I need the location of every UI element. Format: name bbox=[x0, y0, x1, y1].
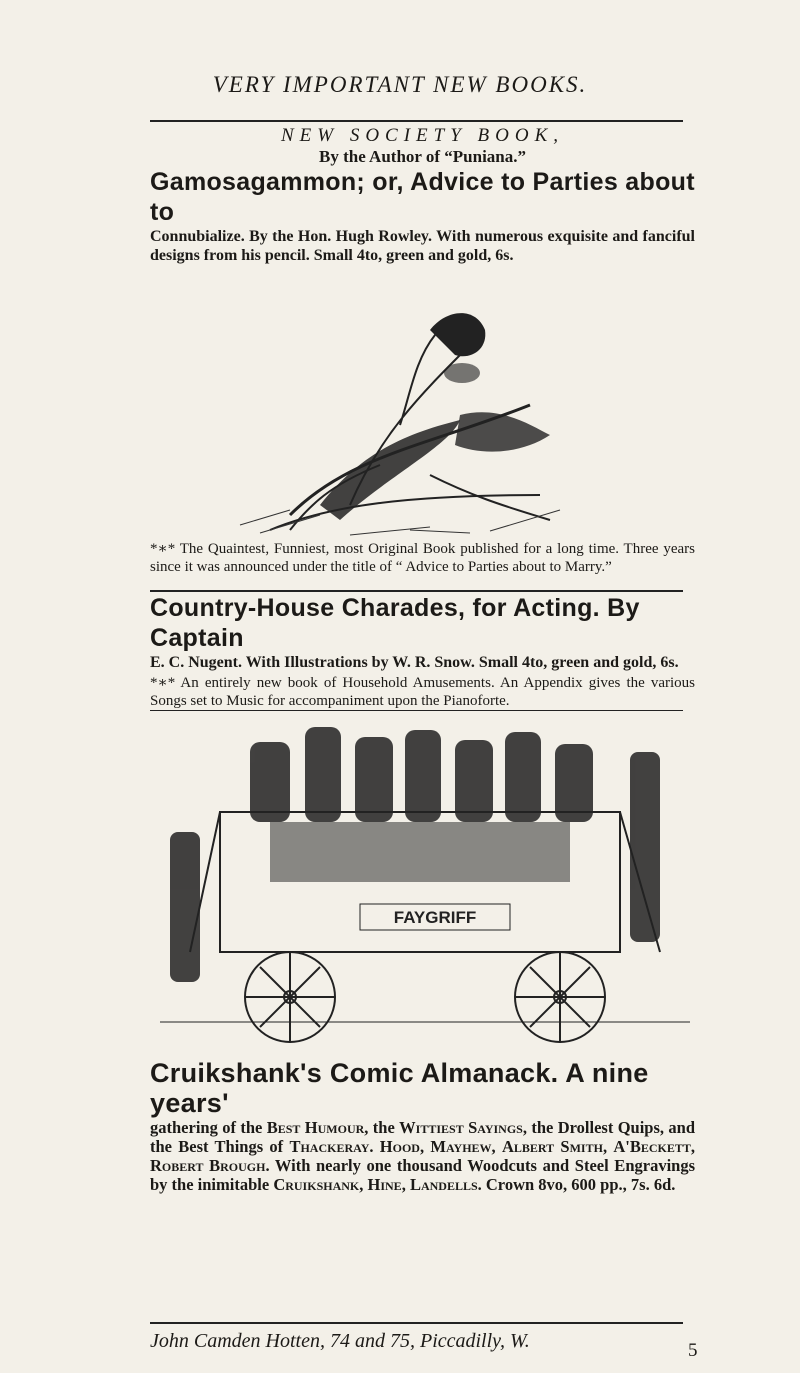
book-title: Cruikshank's Comic Almanack. A nine years' bbox=[150, 1058, 649, 1118]
section-rule bbox=[150, 710, 683, 711]
bottom-rule bbox=[150, 1322, 683, 1324]
book-title: Country-House Charades, for Acting. By Captain bbox=[150, 594, 640, 652]
entry-country-house-charades bbox=[150, 593, 695, 710]
book-description: gathering of the Best Humour, the Wittiest Sayings, the Drollest Quips, and the Best Things of Thackeray. Hood, Mayhew, Albert Smith, A'Beckett, Robert Brough. With nearly one thousand Woodcuts and Steel Engravings by the inimitable Cruikshank, Hine, Landells. Crown 8vo, 600 pp., 7s. 6d. bbox=[150, 1118, 696, 1194]
book-description: E. C. Nugent. With Illustrations by W. R. Snow. Small 4to, green and gold, 6s. bbox=[150, 654, 679, 671]
page-number: 5 bbox=[688, 1340, 698, 1361]
series-heading: NEW SOCIETY BOOK, bbox=[280, 125, 565, 146]
book-note: *∗* An entirely new book of Household Amusements. An Appendix gives the various Songs set to Music for accompaniment upon the Pianoforte. bbox=[150, 675, 695, 709]
book-title: Gamosagammon; or, Advice to Parties about to bbox=[150, 168, 695, 226]
section-rule bbox=[150, 590, 683, 592]
top-rule bbox=[150, 120, 683, 122]
publisher-footer: John Camden Hotten, 74 and 75, Piccadilly, W. bbox=[150, 1330, 530, 1352]
entry-gamosagammon bbox=[150, 125, 695, 265]
running-head: VERY IMPORTANT NEW BOOKS. bbox=[212, 72, 588, 97]
charades-illustration bbox=[160, 722, 690, 1047]
entry-comic-almanack bbox=[150, 1058, 695, 1194]
byline: By the Author of “Puniana.” bbox=[318, 147, 527, 166]
gamosagammon-illustration bbox=[230, 305, 570, 537]
book-description: Connubialize. By the Hon. Hugh Rowley. With numerous exquisite and fanciful designs from his pencil. Small 4to, green and gold, 6s. bbox=[150, 228, 695, 264]
carriage-sign: FAYGRIFF bbox=[393, 908, 477, 927]
book-note: *∗* The Quaintest, Funniest, most Original Book published for a long time. Three years since it was announced under the title of “ Advice to Parties about to Marry.” bbox=[150, 541, 695, 575]
